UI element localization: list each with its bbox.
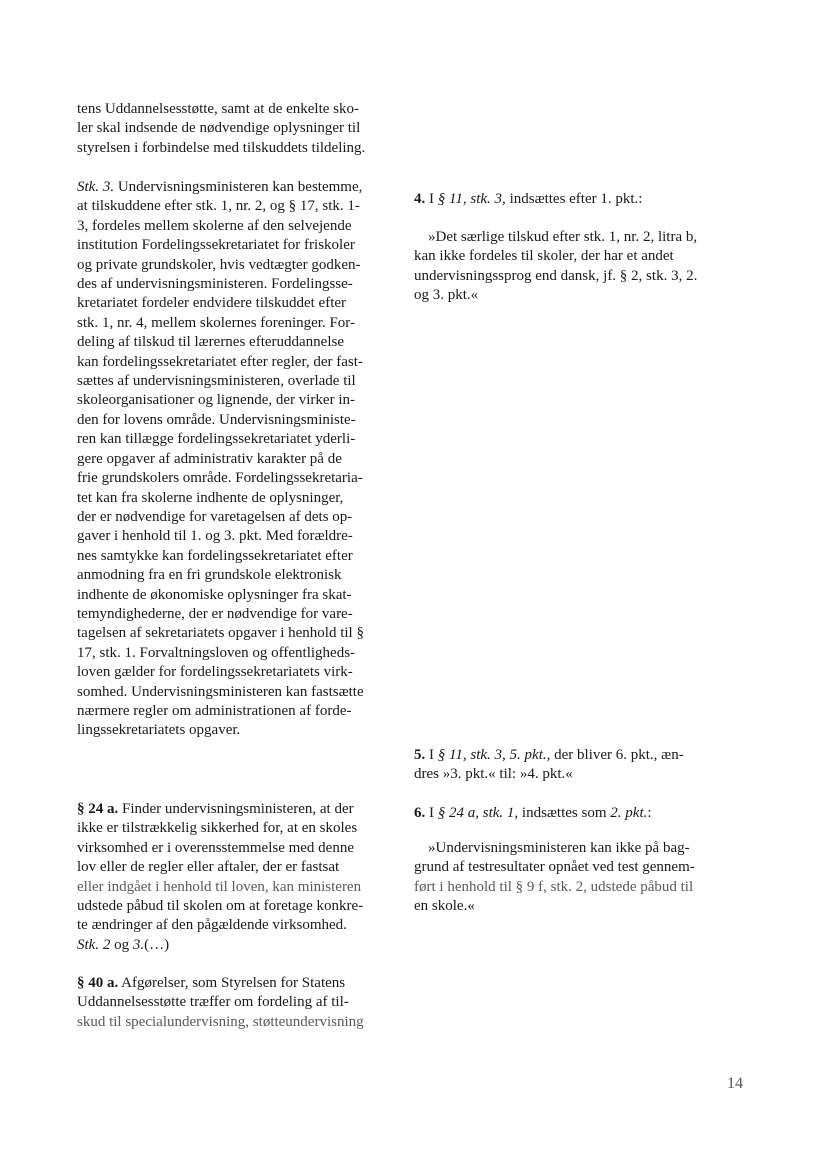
s40a-first-line: § 40 a. Afgørelser, som Styrelsen for Statens	[77, 975, 346, 991]
amendment-6: 6. I § 24 a, stk. 1, indsættes som 2. pkt.:	[414, 805, 652, 821]
text-line: undervisningssprog end dansk, jf. § 2, stk. 3, 2.	[414, 267, 698, 284]
text-line: stk. 1, nr. 4, mellem skolernes foreninger. For-	[77, 314, 355, 331]
text-line: ført i henhold til § 9 f, stk. 2, udstede påbud til	[414, 878, 694, 895]
text-line: loven gælder for fordelingssekretariatets virk-	[77, 664, 353, 681]
text-line: tens Uddannelsesstøtte, samt at de enkelte sko-	[77, 101, 360, 117]
text-line: somhed. Undervisningsministeren kan fastsætte	[77, 683, 364, 700]
section-40a-paragraph	[77, 974, 397, 1032]
text-line: dres »3. pkt.« til: »4. pkt.«	[414, 766, 573, 783]
section-ref: 2. pkt.	[610, 805, 648, 821]
text-line: grund af testresultater opnået ved test gennem-	[414, 859, 695, 876]
s40a-label: § 40 a.	[77, 975, 119, 991]
text-line: sættes af undervisningsministeren, overlade til	[77, 373, 356, 390]
text-line: indhente de økonomiske oplysninger fra skat-	[77, 586, 352, 603]
text-line: lingssekretariatets opgaver.	[77, 722, 241, 739]
text-line: der er nødvendige for varetagelsen af dets op-	[77, 508, 353, 525]
text-line: og 3. pkt.«	[414, 287, 479, 304]
text-line: »Det særlige tilskud efter stk. 1, nr. 2, litra b,	[428, 229, 698, 245]
s24a-first-line: § 24 a. Finder undervisningsministeren, at der	[77, 801, 354, 817]
intro-paragraph	[77, 100, 397, 158]
text-line: nes samtykke kan fordelingssekretariatet efter	[77, 547, 353, 564]
page-number: 14	[727, 1075, 743, 1092]
section-ref: § 24 a, stk. 1,	[437, 805, 519, 821]
amendment-5: 5. I § 11, stk. 3, 5. pkt., der bliver 6. pkt., æn- dres »3. pkt.« til: »4. pkt.«	[414, 746, 736, 785]
text-line: udstede påbud til skolen om at foretage konkre-	[77, 898, 364, 915]
text-line: deling af tilskud til lærernes efteruddannelse	[77, 334, 345, 351]
text-line: tagelsen af sekretariatets opgaver i henhold til §	[77, 625, 364, 642]
stk3-label: Stk. 3.	[77, 179, 115, 195]
text-line: virksomhed er i overensstemmelse med denne	[77, 839, 355, 856]
text-line: skoleorganisationer og lignende, der virker in-	[77, 392, 355, 409]
amendment-number: 5.	[414, 747, 426, 763]
text-line: ikke er tilstrækkelig sikkerhed for, at en skoles	[77, 820, 358, 837]
section-ref: § 11, stk. 3, 5. pkt.,	[437, 747, 551, 763]
text-line: institution Fordelingssekretariatet for friskoler	[77, 237, 355, 254]
text-line: te ændringer af den pågældende virksomhed.	[77, 917, 347, 934]
text-line: anmodning fra en fri grundskole elektronisk	[77, 567, 342, 584]
text-line: at tilskuddene efter stk. 1, nr. 2, og § 17, stk. 1-	[77, 198, 360, 215]
text-line: nærmere regler om administrationen af forde-	[77, 702, 352, 719]
amendment-number: 6.	[414, 805, 426, 821]
text-line: eller indgået i henhold til loven, kan ministeren	[77, 878, 362, 895]
text-line: gaver i henhold til 1. og 3. pkt. Med forældre-	[77, 528, 353, 545]
amendment-6-quote	[414, 839, 736, 917]
text-line: kan fordelingssekretariatet efter regler, der fast-	[77, 353, 363, 370]
text-line: en skole.«	[414, 898, 475, 915]
text-line: Uddannelsesstøtte træffer om fordeling af til-	[77, 994, 349, 1011]
amendment-4: 4. I § 11, stk. 3, indsættes efter 1. pkt.:	[414, 191, 643, 207]
stk3-paragraph	[77, 178, 397, 741]
text-line: des af undervisningsministeren. Fordelingsse-	[77, 276, 353, 293]
section-24a-paragraph	[77, 800, 397, 955]
text-line: den for lovens område. Undervisningsministe-	[77, 411, 356, 428]
s24a-tail-line: Stk. 2 og 3.(…)	[77, 936, 170, 953]
text-line: styrelsen i forbindelse med tilskuddets tildeling.	[77, 139, 366, 156]
stk2-ref: Stk. 2	[77, 936, 111, 953]
stk3-ref: 3.	[132, 936, 145, 953]
text-line: kretariatet fordeler endvidere tilskuddet efter	[77, 295, 347, 312]
text-line: frie grundskolers område. Fordelingssekretaria-	[77, 470, 363, 487]
text-line: 17, stk. 1. Forvaltningsloven og offentligheds-	[77, 644, 356, 661]
text-line: og private grundskoler, hvis vedtægter godken-	[77, 256, 361, 273]
text-line: lov eller de regler eller aftaler, der er fastsat	[77, 859, 340, 876]
stk3-first-line: Stk. 3. Undervisningsministeren kan bestemme,	[77, 179, 363, 195]
text-line: skud til specialundervisning, støtteundervisning	[77, 1013, 364, 1030]
amendment-4-quote	[414, 228, 736, 306]
text-line: temyndighederne, der er nødvendige for vare-	[77, 605, 353, 622]
text-line: ler skal indsende de nødvendige oplysninger til	[77, 120, 361, 137]
text-line: ren kan tillægge fordelingssekretariatet yderli-	[77, 431, 356, 448]
text-line: tet kan fra skolerne indhente de oplysninger,	[77, 489, 344, 506]
s24a-label: § 24 a.	[77, 801, 119, 817]
text-line: gere opgaver af administrativ karakter på de	[77, 450, 342, 467]
text-line: 3, fordeles mellem skolerne af den selvejende	[77, 217, 352, 234]
text-line: »Undervisningsministeren kan ikke på bag-	[428, 840, 690, 856]
amendment-number: 4.	[414, 191, 426, 207]
text-line: kan ikke fordeles til skoler, der har et andet	[414, 248, 674, 265]
section-ref: § 11, stk. 3,	[437, 191, 506, 207]
